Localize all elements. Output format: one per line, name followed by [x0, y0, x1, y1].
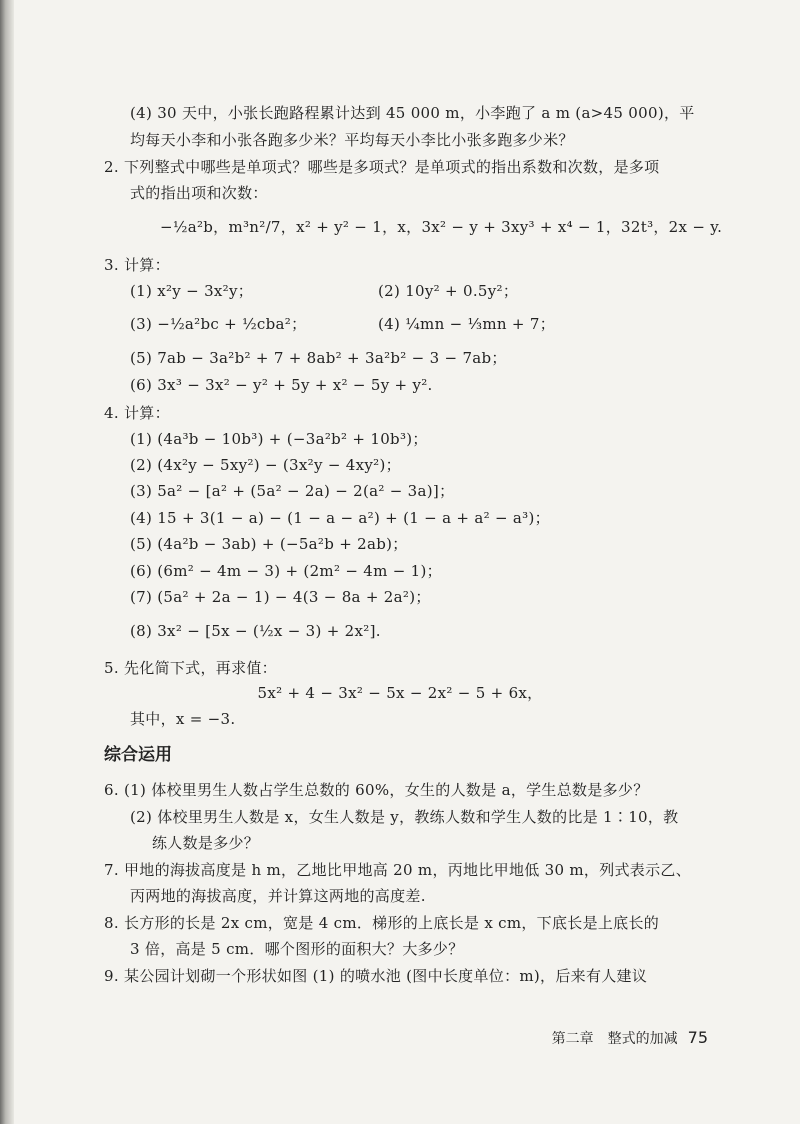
text-line: 7. 甲地的海拔高度是 h m，乙地比甲地高 20 m，丙地比甲地低 30 m，列式表示乙、: [104, 861, 691, 879]
text-line: 3 倍，高是 5 cm．哪个图形的面积大？大多少？: [130, 940, 464, 958]
text-line: (5) 7ab − 3a²b² + 7 + 8ab² + 3a²b² − 3 − 7ab；: [130, 349, 507, 367]
page-footer: [552, 1028, 708, 1048]
expression-line: 5x² + 4 − 3x² − 5x − 2x² − 5 + 6x，: [257, 684, 543, 702]
expression-line: −½a²b，m³n²/7，x² + y² − 1，x，3x² − y + 3xy³ + x⁴ − 1，32t³，2x − y.: [160, 218, 723, 236]
text-line: (2) (4x²y − 5xy²) − (3x²y − 4xy²)；: [130, 456, 401, 474]
text-line: 其中，x = −3.: [130, 710, 236, 728]
text-line: 丙两地的海拔高度，并计算这两地的高度差.: [130, 887, 426, 905]
text-line: (6) (6m² − 4m − 3) + (2m² − 4m − 1)；: [130, 562, 442, 580]
text-line: 练人数是多少？: [152, 834, 260, 852]
text-line: 2. 下列整式中哪些是单项式？哪些是多项式？是单项式的指出系数和次数，是多项: [104, 158, 660, 176]
text-line: 9. 某公园计划砌一个形状如图 (1) 的喷水池 (图中长度单位：m)，后来有人建议: [104, 967, 648, 985]
text-line: (1) (4a³b − 10b³) + (−3a²b² + 10b³)；: [130, 430, 428, 448]
text-line: (8) 3x² − [5x − (½x − 3) + 2x²].: [130, 622, 381, 640]
text-line: 均每天小李和小张各跑多少米？平均每天小李比小张多跑多少米？: [130, 131, 574, 149]
chapter-title: 第二章 整式的加减: [551, 1031, 678, 1047]
section-heading: 综合运用: [104, 745, 172, 765]
text-line: 8. 长方形的长是 2x cm，宽是 4 cm．梯形的上底长是 x cm，下底长是上底长的: [104, 914, 660, 932]
text-line: 4. 计算：: [104, 404, 170, 422]
text-line: (4) 15 + 3(1 − a) − (1 − a − a²) + (1 − a + a² − a³)；: [130, 509, 550, 527]
text-line: 式的指出项和次数：: [130, 184, 268, 202]
text-line: (2) 体校里男生人数是 x，女生人数是 y，教练人数和学生人数的比是 1∶10，教: [130, 808, 679, 826]
text-line: (1) x²y − 3x²y；: [130, 282, 254, 300]
text-line: 6. (1) 体校里男生人数占学生总数的 60%，女生的人数是 a，学生总数是多少？: [104, 781, 649, 799]
text-line: (3) 5a² − [a² + (5a² − 2a) − 2(a² − 3a)]；: [130, 482, 455, 500]
text-line: 5. 先化简下式，再求值：: [104, 659, 277, 677]
page-binding-shadow: [0, 0, 14, 1124]
page-number: 75: [687, 1028, 708, 1047]
text-line: (4) 30 天中，小张长跑路程累计达到 45 000 m，小李跑了 a m (a>45 000)，平: [130, 104, 695, 122]
text-line: 3. 计算：: [104, 256, 170, 274]
text-line: (7) (5a² + 2a − 1) − 4(3 − 8a + 2a²)；: [130, 588, 431, 606]
text-line: (5) (4a²b − 3ab) + (−5a²b + 2ab)；: [130, 535, 408, 553]
text-line: (4) ¼mn − ⅓mn + 7；: [378, 315, 556, 333]
text-line: (6) 3x³ − 3x² − y² + 5y + x² − 5y + y².: [130, 376, 433, 394]
text-line: (2) 10y² + 0.5y²；: [378, 282, 519, 300]
text-line: (3) −½a²bc + ½cba²；: [130, 315, 307, 333]
